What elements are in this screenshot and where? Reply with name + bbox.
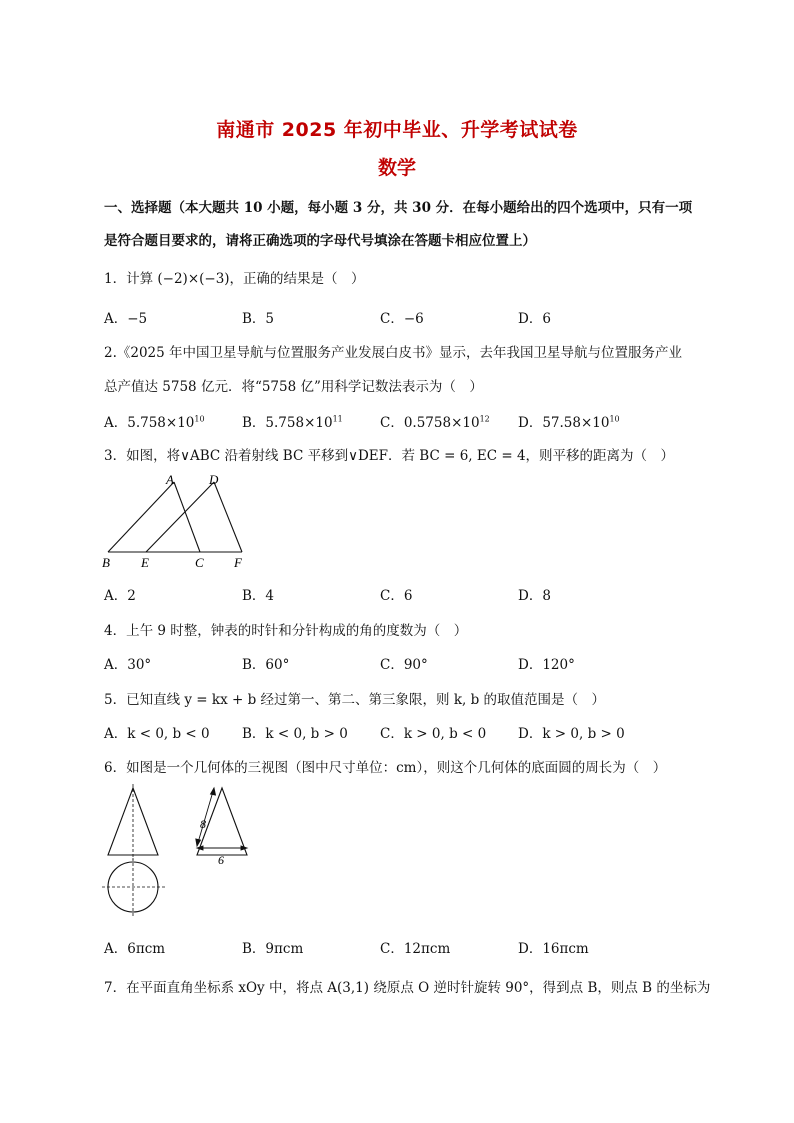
arrowhead — [211, 788, 216, 795]
question-4-option-c: C．90° — [380, 657, 428, 673]
question-1-option-c: C．−6 — [380, 311, 424, 327]
question-1-option-b: B．5 — [242, 311, 275, 327]
slant-length-label: 8 — [200, 817, 206, 831]
question-2-option-b: B．$5.758\times 10^{11}$ — [242, 414, 343, 431]
question-6-option-c: C．12πcm — [380, 941, 451, 957]
question-1-option-a: A．−5 — [104, 311, 148, 327]
question-5-stem: 5．已知直线 y = kx + b 经过第一、第二、第三象限，则 k, b 的取值范围是（ ） — [104, 692, 606, 708]
question-4-option-a: A．30° — [104, 657, 152, 673]
question-2-stem-line1: 2.《2025 年中国卫星导航与位置服务产业发展白皮书》显示，去年我国卫星导航与位置服务产业 — [104, 345, 683, 361]
segment-de — [146, 482, 214, 552]
label-b: B — [102, 555, 110, 570]
question-4-option-d: D．120° — [518, 657, 575, 673]
question-2-option-a: A．$5.758\times 10^{10}$ — [104, 414, 205, 431]
arrowhead — [241, 846, 247, 850]
label-c: C — [195, 555, 204, 570]
question-5-option-d: D．k > 0, b > 0 — [518, 726, 625, 742]
question-5-option-a: A．k < 0, b < 0 — [104, 726, 210, 742]
label-a: A — [166, 472, 174, 487]
label-d: D — [209, 472, 219, 487]
question-3-figure — [98, 470, 258, 574]
segment-df — [214, 482, 242, 552]
question-4-stem: 4．上午 9 时整，钟表的时针和分针构成的角的度数为（ ） — [104, 623, 468, 639]
question-6-stem: 6．如图是一个几何体的三视图（图中尺寸单位：cm），则这个几何体的底面圆的周长为（ ） — [104, 760, 667, 776]
question-3-option-a: A．2 — [104, 588, 136, 604]
arrowhead — [196, 839, 201, 846]
question-3-option-c: C．6 — [380, 588, 413, 604]
question-5-option-b: B．k < 0, b > 0 — [242, 726, 348, 742]
segment-ab — [108, 482, 174, 552]
arrowhead — [197, 846, 203, 850]
question-3-option-d: D．8 — [518, 588, 551, 604]
question-1-stem: 1．计算 (−2)×(−3)，正确的结果是（ ） — [104, 271, 365, 287]
label-f: F — [234, 555, 242, 570]
question-3-option-b: B．4 — [242, 588, 275, 604]
question-6-option-b: B．9πcm — [242, 941, 304, 957]
question-1-option-d: D．6 — [518, 311, 551, 327]
subject-title: 数学 — [377, 157, 416, 179]
question-2-option-c: C．$0.5758\times 10^{12}$ — [380, 414, 490, 431]
label-e: E — [141, 555, 149, 570]
question-2-option-d: D．$57.58\times 10^{10}$ — [518, 414, 620, 431]
exam-title: 南通市 2025 年初中毕业、升学考试试卷 — [216, 119, 578, 141]
question-7-stem: 7．在平面直角坐标系 xOy 中，将点 A(3,1) 绕原点 O 逆时针旋转 90°，得到点 B，则点 B 的坐标为 — [104, 980, 711, 996]
question-6-option-d: D．16πcm — [518, 941, 589, 957]
question-4-option-b: B．60° — [242, 657, 290, 673]
question-5-option-c: C．k > 0, b < 0 — [380, 726, 487, 742]
question-6-figure — [96, 780, 266, 920]
question-2-stem-line2: 总产值达 5758 亿元．将“5758 亿”用科学记数法表示为（ ） — [104, 379, 483, 395]
base-length-label: 6 — [218, 853, 224, 867]
segment-ac — [174, 482, 200, 552]
section-heading-line1: 一、选择题（本大题共 10 小题，每小题 3 分，共 30 分．在每小题给出的四个选项中，只有一项 — [104, 200, 693, 216]
section-heading-line2: 是符合题目要求的，请将正确选项的字母代号填涂在答题卡相应位置上） — [104, 233, 536, 249]
question-3-stem: 3．如图，将∨ABC 沿着射线 BC 平移到∨DEF．若 BC = 6, EC = 4，则平移的距离为（ ） — [104, 448, 675, 464]
question-6-option-a: A．6πcm — [104, 941, 166, 957]
